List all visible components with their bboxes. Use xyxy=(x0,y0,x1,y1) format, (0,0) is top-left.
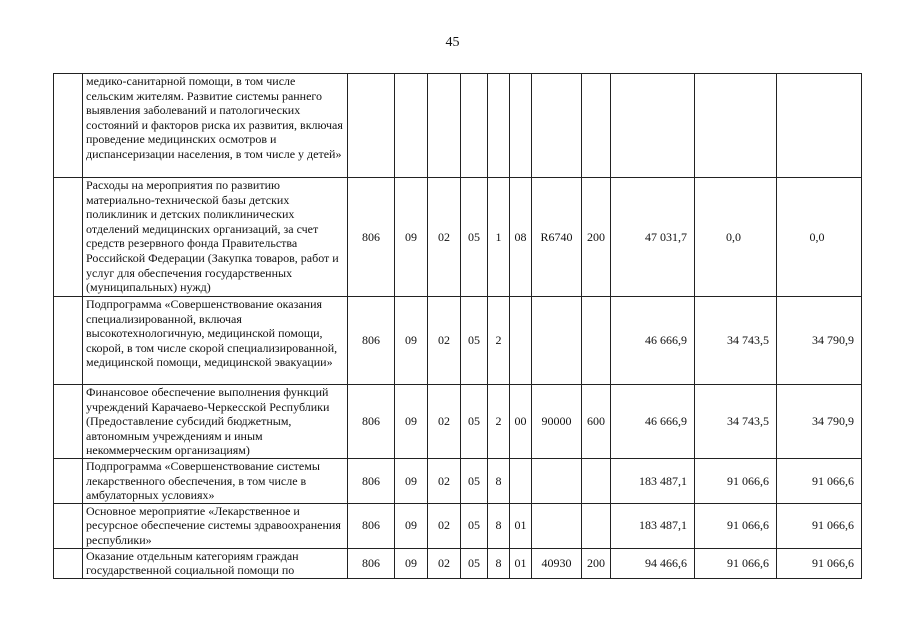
table-row xyxy=(54,385,862,459)
cell-sum-3: 34 790,9 xyxy=(777,297,862,385)
table-row xyxy=(54,74,862,178)
cell-section: 09 xyxy=(395,178,428,297)
cell-sum-1 xyxy=(611,74,695,178)
cell-sum-2: 0,0 xyxy=(695,178,777,297)
cell-subsection: 02 xyxy=(428,548,461,578)
cell-grbs: 806 xyxy=(348,178,395,297)
row-number-cell xyxy=(54,503,83,548)
cell-activity: 01 xyxy=(510,548,532,578)
cell-program: 05 xyxy=(461,503,488,548)
cell-expense-type xyxy=(582,74,611,178)
cell-sum-2: 34 743,5 xyxy=(695,297,777,385)
cell-activity: 01 xyxy=(510,503,532,548)
cell-sum-1: 94 466,6 xyxy=(611,548,695,578)
cell-grbs: 806 xyxy=(348,548,395,578)
table-row xyxy=(54,297,862,385)
cell-expense-type xyxy=(582,297,611,385)
cell-sum-3: 91 066,6 xyxy=(777,459,862,504)
cell-subprogram: 2 xyxy=(488,297,510,385)
cell-sum-3: 91 066,6 xyxy=(777,503,862,548)
cell-activity: 00 xyxy=(510,385,532,459)
cell-subsection: 02 xyxy=(428,297,461,385)
cell-activity xyxy=(510,297,532,385)
row-number-cell xyxy=(54,178,83,297)
cell-subprogram: 8 xyxy=(488,459,510,504)
table-row xyxy=(54,548,862,578)
budget-table xyxy=(53,73,862,579)
table-row xyxy=(54,503,862,548)
cell-direction: R6740 xyxy=(532,178,582,297)
cell-grbs: 806 xyxy=(348,503,395,548)
cell-sum-2: 91 066,6 xyxy=(695,548,777,578)
cell-section xyxy=(395,74,428,178)
cell-section: 09 xyxy=(395,385,428,459)
cell-direction: 40930 xyxy=(532,548,582,578)
row-number-cell xyxy=(54,74,83,178)
row-name: медико-санитарной помощи, в том числе сельским жителям. Развитие системы раннего выявления заболеваний и патологических состояний и факторов риска их развития, включая проведение медицинских осмотров и диспансеризации населения, в том числе у детей» xyxy=(83,74,348,178)
cell-sum-1: 47 031,7 xyxy=(611,178,695,297)
cell-subprogram: 1 xyxy=(488,178,510,297)
cell-section: 09 xyxy=(395,548,428,578)
cell-section: 09 xyxy=(395,459,428,504)
cell-direction xyxy=(532,503,582,548)
cell-program: 05 xyxy=(461,548,488,578)
cell-section: 09 xyxy=(395,503,428,548)
cell-sum-2: 34 743,5 xyxy=(695,385,777,459)
cell-program: 05 xyxy=(461,385,488,459)
cell-subsection: 02 xyxy=(428,503,461,548)
row-name: Финансовое обеспечение выполнения функций учреждений Карачаево-Черкесской Республики (Предоставление субсидий бюджетным, автономным учреждениям и иным некоммерческим организациям) xyxy=(83,385,348,459)
table-row xyxy=(54,459,862,504)
cell-direction xyxy=(532,297,582,385)
cell-sum-1: 183 487,1 xyxy=(611,459,695,504)
cell-direction xyxy=(532,74,582,178)
cell-program: 05 xyxy=(461,178,488,297)
cell-direction: 90000 xyxy=(532,385,582,459)
row-name: Основное мероприятие «Лекарственное и ресурсное обеспечение системы здравоохранения республики» xyxy=(83,503,348,548)
cell-sum-1: 46 666,9 xyxy=(611,385,695,459)
cell-subprogram: 8 xyxy=(488,503,510,548)
page-number: 45 xyxy=(445,35,460,50)
cell-subsection: 02 xyxy=(428,385,461,459)
cell-direction xyxy=(532,459,582,504)
cell-sum-3: 0,0 xyxy=(777,178,862,297)
cell-sum-2: 91 066,6 xyxy=(695,503,777,548)
table-row xyxy=(54,178,862,297)
cell-sum-3: 91 066,6 xyxy=(777,548,862,578)
cell-sum-3 xyxy=(777,74,862,178)
cell-subprogram xyxy=(488,74,510,178)
cell-sum-2: 91 066,6 xyxy=(695,459,777,504)
row-number-cell xyxy=(54,548,83,578)
cell-program: 05 xyxy=(461,297,488,385)
cell-grbs xyxy=(348,74,395,178)
cell-subsection: 02 xyxy=(428,178,461,297)
cell-program: 05 xyxy=(461,459,488,504)
cell-section: 09 xyxy=(395,297,428,385)
cell-subsection xyxy=(428,74,461,178)
cell-expense-type xyxy=(582,503,611,548)
cell-expense-type xyxy=(582,459,611,504)
cell-subprogram: 2 xyxy=(488,385,510,459)
cell-grbs: 806 xyxy=(348,297,395,385)
row-number-cell xyxy=(54,297,83,385)
row-name: Подпрограмма «Совершенствование оказания специализированной, включая высокотехнологичную, медицинской помощи, скорой, в том числе скорой специализированной, медицинской помощи, медицинской эвакуации» xyxy=(83,297,348,385)
cell-subsection: 02 xyxy=(428,459,461,504)
cell-grbs: 806 xyxy=(348,459,395,504)
cell-expense-type: 200 xyxy=(582,548,611,578)
row-number-cell xyxy=(54,385,83,459)
cell-subprogram: 8 xyxy=(488,548,510,578)
cell-sum-3: 34 790,9 xyxy=(777,385,862,459)
cell-expense-type: 600 xyxy=(582,385,611,459)
cell-activity xyxy=(510,74,532,178)
cell-program xyxy=(461,74,488,178)
cell-expense-type: 200 xyxy=(582,178,611,297)
row-number-cell xyxy=(54,459,83,504)
row-name: Оказание отдельным категориям граждан государственной социальной помощи по xyxy=(83,548,348,578)
cell-sum-1: 46 666,9 xyxy=(611,297,695,385)
cell-activity: 08 xyxy=(510,178,532,297)
cell-sum-2 xyxy=(695,74,777,178)
cell-grbs: 806 xyxy=(348,385,395,459)
cell-sum-1: 183 487,1 xyxy=(611,503,695,548)
cell-activity xyxy=(510,459,532,504)
row-name: Подпрограмма «Совершенствование системы лекарственного обеспечения, в том числе в амбулаторных условиях» xyxy=(83,459,348,504)
row-name: Расходы на мероприятия по развитию материально-технической базы детских поликлиник и детских поликлинических отделений медицинских организаций, за счет средств резервного фонда Правительства Российской Федерации (Закупка товаров, работ и услуг для обеспечения государственных (муниципальных) нужд) xyxy=(83,178,348,297)
